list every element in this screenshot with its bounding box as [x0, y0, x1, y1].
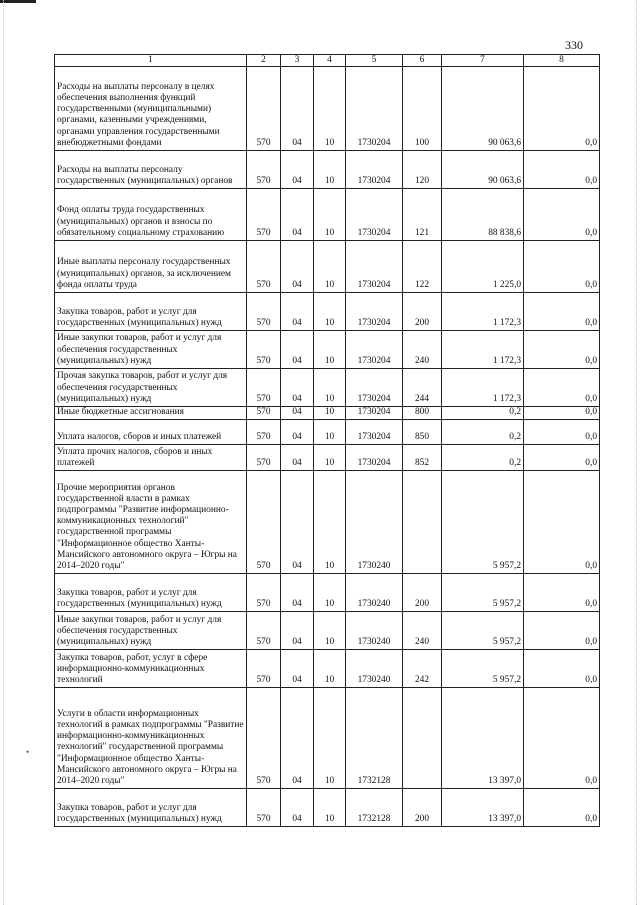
cell-subsection: 10: [314, 67, 346, 151]
cell-section: 04: [281, 331, 314, 369]
cell-section: 04: [281, 612, 314, 650]
table-row: [55, 407, 600, 420]
header-cell-4: 4: [314, 55, 346, 67]
cell-subsection: 10: [314, 293, 346, 331]
cell-chapter: 570: [247, 612, 281, 650]
cell-item-name: Иные закупки товаров, работ и услуг для обеспечения государственных (муниципальных) нужд: [55, 612, 247, 650]
cell-subsection: 10: [314, 688, 346, 789]
table-row: [55, 789, 600, 827]
cell-subsection: 10: [314, 151, 346, 189]
cell-chapter: 570: [247, 650, 281, 688]
cell-amount-2: 0,0: [524, 293, 600, 331]
budget-table-body: [55, 55, 600, 827]
cell-amount-2: 0,0: [524, 369, 600, 407]
cell-chapter: 570: [247, 241, 281, 293]
cell-subsection: 10: [314, 471, 346, 574]
cell-target-article: 1732128: [346, 688, 403, 789]
cell-section: 04: [281, 151, 314, 189]
cell-expense-type: 242: [403, 650, 442, 688]
cell-target-article: 1730204: [346, 241, 403, 293]
cell-subsection: 10: [314, 189, 346, 241]
header-cell-6: 6: [403, 55, 442, 67]
cell-target-article: 1730204: [346, 407, 403, 420]
cell-section: 04: [281, 471, 314, 574]
cell-target-article: 1730204: [346, 151, 403, 189]
cell-chapter: 570: [247, 293, 281, 331]
cell-item-name: Прочая закупка товаров, работ и услуг для обеспечения государственных (муниципальных) нужд: [55, 369, 247, 407]
cell-expense-type: [403, 688, 442, 789]
scan-left-edge: [3, 0, 5, 905]
cell-chapter: 570: [247, 688, 281, 789]
header-cell-5: 5: [346, 55, 403, 67]
cell-target-article: 1730240: [346, 471, 403, 574]
cell-chapter: 570: [247, 407, 281, 420]
table-row: [55, 331, 600, 369]
cell-chapter: 570: [247, 67, 281, 151]
cell-subsection: 10: [314, 650, 346, 688]
cell-subsection: 10: [314, 445, 346, 471]
cell-item-name: Уплата налогов, сборов и иных платежей: [55, 420, 247, 445]
cell-item-name: Закупка товаров, работ и услуг для государственных (муниципальных) нужд: [55, 293, 247, 331]
cell-item-name: Фонд оплаты труда государственных (муниципальных) органов и взносы по обязательному социальному страхованию: [55, 189, 247, 241]
cell-expense-type: 850: [403, 420, 442, 445]
cell-amount-1: 13 397,0: [442, 789, 524, 827]
cell-item-name: Иные закупки товаров, работ и услуг для обеспечения государственных (муниципальных) нужд: [55, 331, 247, 369]
cell-section: 04: [281, 369, 314, 407]
cell-target-article: 1730204: [346, 369, 403, 407]
table-header-row: [55, 55, 600, 67]
budget-table: [54, 54, 600, 827]
cell-chapter: 570: [247, 369, 281, 407]
cell-target-article: 1730240: [346, 574, 403, 612]
table-row: [55, 471, 600, 574]
cell-item-name: Закупка товаров, работ и услуг для государственных (муниципальных) нужд: [55, 574, 247, 612]
cell-subsection: 10: [314, 407, 346, 420]
cell-item-name: Уплата прочих налогов, сборов и иных платежей: [55, 445, 247, 471]
cell-section: 04: [281, 241, 314, 293]
cell-amount-1: 0,2: [442, 407, 524, 420]
cell-amount-2: 0,0: [524, 789, 600, 827]
cell-chapter: 570: [247, 445, 281, 471]
cell-target-article: 1730204: [346, 420, 403, 445]
cell-amount-1: 1 225,0: [442, 241, 524, 293]
table-row: [55, 420, 600, 445]
cell-amount-2: 0,0: [524, 241, 600, 293]
cell-expense-type: 244: [403, 369, 442, 407]
cell-expense-type: 120: [403, 151, 442, 189]
header-cell-3: 3: [281, 55, 314, 67]
cell-amount-2: 0,0: [524, 151, 600, 189]
cell-amount-1: 90 063,6: [442, 151, 524, 189]
header-cell-2: 2: [247, 55, 281, 67]
cell-subsection: 10: [314, 331, 346, 369]
cell-amount-1: 0,2: [442, 420, 524, 445]
cell-amount-1: 5 957,2: [442, 574, 524, 612]
cell-amount-2: 0,0: [524, 331, 600, 369]
table-row: [55, 369, 600, 407]
cell-amount-2: 0,0: [524, 445, 600, 471]
cell-amount-1: 88 838,6: [442, 189, 524, 241]
table-row: [55, 612, 600, 650]
cell-amount-2: 0,0: [524, 67, 600, 151]
cell-expense-type: [403, 471, 442, 574]
cell-expense-type: 121: [403, 189, 442, 241]
cell-amount-1: 1 172,3: [442, 369, 524, 407]
cell-expense-type: 240: [403, 331, 442, 369]
cell-amount-1: 5 957,2: [442, 471, 524, 574]
cell-expense-type: 852: [403, 445, 442, 471]
cell-section: 04: [281, 789, 314, 827]
cell-target-article: 1732128: [346, 789, 403, 827]
cell-expense-type: 240: [403, 612, 442, 650]
header-cell-8: 8: [524, 55, 600, 67]
table-row: [55, 688, 600, 789]
cell-amount-1: 5 957,2: [442, 650, 524, 688]
cell-amount-2: 0,0: [524, 471, 600, 574]
cell-amount-1: 1 172,3: [442, 331, 524, 369]
table-row: [55, 189, 600, 241]
cell-target-article: 1730204: [346, 189, 403, 241]
scan-top-mark: [0, 0, 36, 3]
cell-chapter: 570: [247, 471, 281, 574]
table-row: [55, 293, 600, 331]
cell-amount-2: 0,0: [524, 407, 600, 420]
cell-amount-2: 0,0: [524, 420, 600, 445]
table-row: [55, 650, 600, 688]
cell-expense-type: 122: [403, 241, 442, 293]
cell-section: 04: [281, 650, 314, 688]
cell-subsection: 10: [314, 574, 346, 612]
cell-amount-1: 1 172,3: [442, 293, 524, 331]
cell-item-name: Иные бюджетные ассигнования: [55, 407, 247, 420]
cell-section: 04: [281, 293, 314, 331]
cell-expense-type: 100: [403, 67, 442, 151]
header-cell-7: 7: [442, 55, 524, 67]
cell-amount-2: 0,0: [524, 189, 600, 241]
cell-section: 04: [281, 67, 314, 151]
cell-target-article: 1730204: [346, 331, 403, 369]
cell-target-article: 1730240: [346, 612, 403, 650]
cell-expense-type: 200: [403, 293, 442, 331]
table-row: [55, 574, 600, 612]
table-row: [55, 151, 600, 189]
cell-amount-1: 5 957,2: [442, 612, 524, 650]
cell-amount-2: 0,0: [524, 688, 600, 789]
page-number: 330: [565, 38, 583, 52]
cell-item-name: Расходы на выплаты персоналу государственных (муниципальных) органов: [55, 151, 247, 189]
cell-item-name: Закупка товаров, работ и услуг для государственных (муниципальных) нужд: [55, 789, 247, 827]
cell-target-article: 1730204: [346, 445, 403, 471]
cell-target-article: 1730204: [346, 67, 403, 151]
table-row: [55, 445, 600, 471]
cell-chapter: 570: [247, 574, 281, 612]
cell-item-name: Прочие мероприятия органов государственной власти в рамках подпрограммы "Развитие информационно-коммуникационных технологий" государственной программы "Информационное общество Ханты-Мансийского автономного округа – Югры на 2014–2020 годы": [55, 471, 247, 574]
cell-amount-2: 0,0: [524, 612, 600, 650]
cell-item-name: Иные выплаты персоналу государственных (муниципальных) органов, за исключением фонда оплаты труда: [55, 241, 247, 293]
header-cell-1: 1: [55, 55, 247, 67]
cell-item-name: Закупка товаров, работ, услуг в сфере информационно-коммуникационных технологий: [55, 650, 247, 688]
cell-target-article: 1730204: [346, 293, 403, 331]
cell-item-name: Расходы на выплаты персоналу в целях обеспечения выполнения функций государственными (муниципальными) органами, казенными учреждениями, органами управления государственными внебюджетными фондами: [55, 67, 247, 151]
table-row: [55, 67, 600, 151]
cell-amount-1: 0,2: [442, 445, 524, 471]
cell-chapter: 570: [247, 331, 281, 369]
cell-subsection: 10: [314, 612, 346, 650]
cell-expense-type: 800: [403, 407, 442, 420]
cell-chapter: 570: [247, 420, 281, 445]
cell-section: 04: [281, 407, 314, 420]
cell-amount-1: 13 397,0: [442, 688, 524, 789]
cell-target-article: 1730240: [346, 650, 403, 688]
cell-subsection: 10: [314, 241, 346, 293]
cell-amount-2: 0,0: [524, 574, 600, 612]
cell-section: 04: [281, 688, 314, 789]
cell-chapter: 570: [247, 151, 281, 189]
cell-expense-type: 200: [403, 789, 442, 827]
cell-subsection: 10: [314, 420, 346, 445]
cell-section: 04: [281, 420, 314, 445]
cell-chapter: 570: [247, 789, 281, 827]
cell-chapter: 570: [247, 189, 281, 241]
scan-speck: •: [26, 747, 30, 757]
cell-subsection: 10: [314, 369, 346, 407]
cell-expense-type: 200: [403, 574, 442, 612]
cell-amount-1: 90 063,6: [442, 67, 524, 151]
cell-section: 04: [281, 445, 314, 471]
cell-item-name: Услуги в области информационных технологий в рамках подпрограммы "Развитие информационно-коммуникационных технологий" государственной программы "Информационное общество Ханты-Мансийского автономного округа – Югры на 2014–2020 годы": [55, 688, 247, 789]
cell-section: 04: [281, 189, 314, 241]
table-row: [55, 241, 600, 293]
scan-right-edge: [635, 0, 637, 905]
cell-section: 04: [281, 574, 314, 612]
cell-amount-2: 0,0: [524, 650, 600, 688]
cell-subsection: 10: [314, 789, 346, 827]
